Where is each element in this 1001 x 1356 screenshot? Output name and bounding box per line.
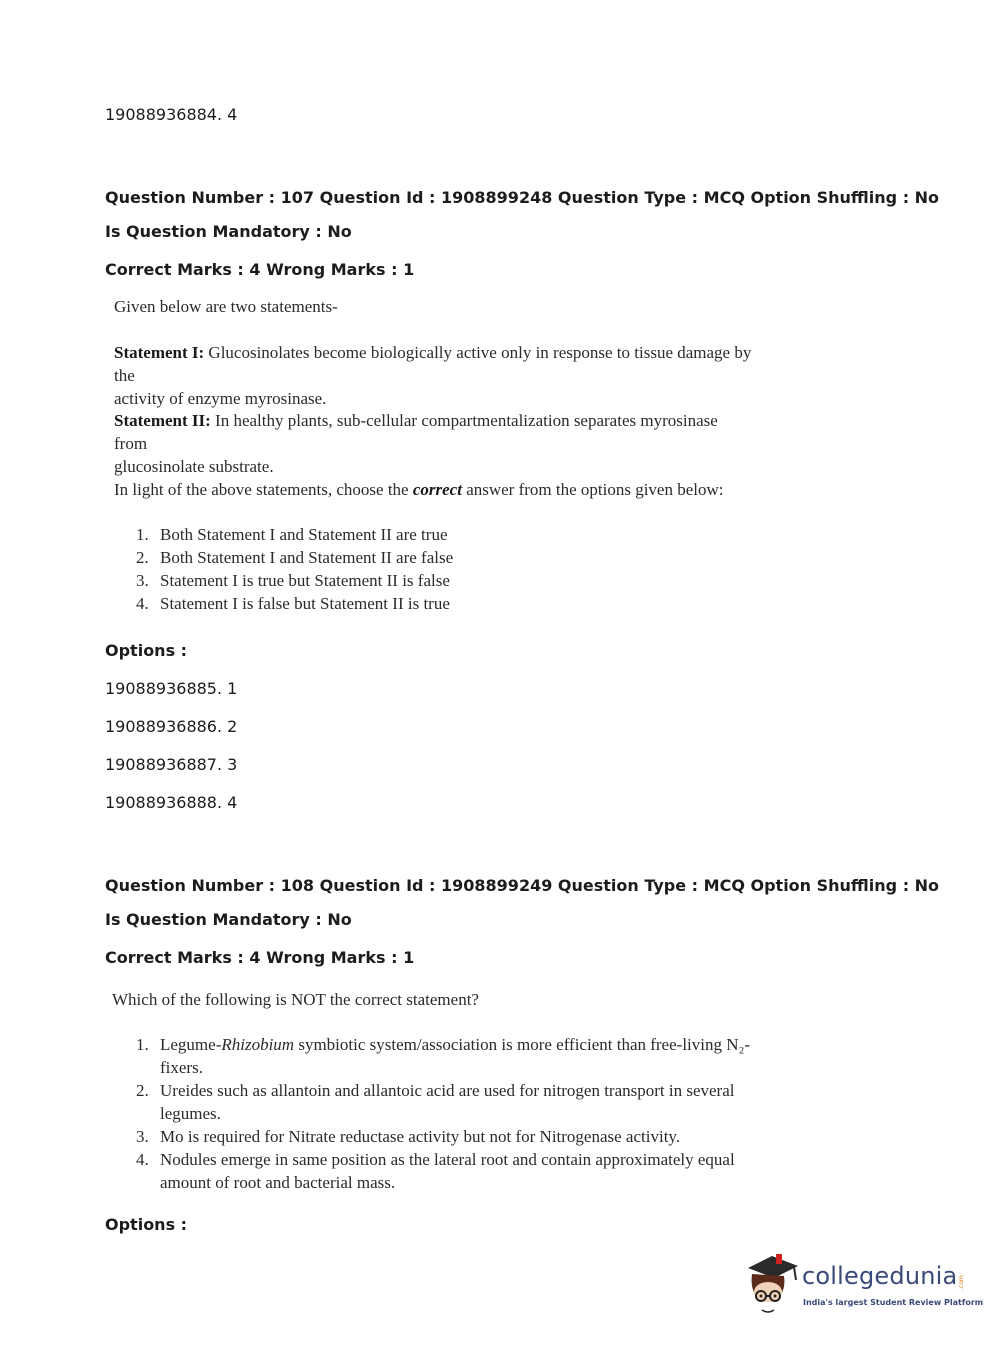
q107-s1-line2: activity of enzyme myrosinase.	[114, 389, 327, 408]
q107-prompt-post: answer from the options given below:	[466, 480, 724, 499]
q108-choice-1-line1	[160, 1033, 750, 1056]
q107-prompt-pre: In light of the above statements, choose the	[114, 480, 409, 499]
q108-choice-4-line2: amount of root and bacterial mass.	[160, 1173, 396, 1192]
q107-statement-2	[114, 409, 754, 478]
q107-choice-1-text: Both Statement I and Statement II are true	[160, 525, 448, 544]
q108-choice-3-line1: Mo is required for Nitrate reductase activity but not for Nitrogenase activity.	[160, 1127, 681, 1146]
q108-header: Question Number : 108 Question Id : 1908899249 Question Type : MCQ Option Shuffling : No	[105, 876, 940, 895]
q107-choice-3-text: Statement I is true but Statement II is false	[160, 571, 450, 590]
q108-choice-3	[136, 1125, 681, 1148]
logo-name: collegedunia	[802, 1262, 958, 1290]
q107-choice-2-num: 2.	[136, 548, 149, 567]
q108-choice-2-line2: legumes.	[160, 1104, 221, 1123]
q107-choice-1-num: 1.	[136, 525, 149, 544]
logo-com: .com	[958, 1275, 965, 1290]
q107-option-3: 19088936887. 3	[105, 755, 238, 774]
q108-choice-4-line1: Nodules emerge in same position as the lateral root and contain approximately equal	[160, 1150, 735, 1169]
q107-choice-3-num: 3.	[136, 571, 149, 590]
q107-s2-line1: In healthy plants, sub-cellular compartmentalization separates myrosinase from	[114, 411, 718, 453]
q107-choice-4	[136, 592, 450, 615]
q108-choice-3-num: 3.	[136, 1127, 149, 1146]
q107-choice-3	[136, 569, 450, 592]
q107-choice-4-num: 4.	[136, 594, 149, 613]
q108-options-label: Options :	[105, 1215, 188, 1234]
q107-choice-1	[136, 523, 448, 546]
q108-marks: Correct Marks : 4 Wrong Marks : 1	[105, 948, 415, 967]
q107-s2-line2: glucosinolate substrate.	[114, 457, 274, 476]
q108-choice-1-post: symbiotic system/association is more efficient than free-living N₂-	[298, 1035, 751, 1054]
q107-s2-label: Statement II:	[114, 411, 211, 430]
prev-option-4: 19088936884. 4	[105, 105, 238, 124]
q108-choice-1-pre: Legume-	[160, 1035, 222, 1054]
q108-mandatory: Is Question Mandatory : No	[105, 910, 352, 929]
q108-choice-1-num: 1.	[136, 1035, 149, 1054]
mascot-icon	[742, 1250, 800, 1316]
q107-choice-2-text: Both Statement I and Statement II are false	[160, 548, 454, 567]
q108-choice-1-emphasis: Rhizobium	[221, 1035, 295, 1054]
q108-intro: Which of the following is NOT the correct statement?	[112, 990, 479, 1009]
q107-option-4: 19088936888. 4	[105, 793, 238, 812]
q107-s1-label: Statement I:	[114, 343, 205, 362]
q107-option-2: 19088936886. 2	[105, 717, 238, 736]
q108-choice-1-line2: fixers.	[160, 1058, 203, 1077]
q107-options-label: Options :	[105, 641, 188, 660]
q107-prompt-emphasis: correct	[412, 480, 462, 499]
q107-option-1: 19088936885. 1	[105, 679, 238, 698]
q107-choice-4-text: Statement I is false but Statement II is true	[160, 594, 450, 613]
q108-choice-4	[136, 1148, 735, 1171]
logo-tagline: India's largest Student Review Platform	[803, 1298, 984, 1307]
q108-choice-4-num: 4.	[136, 1150, 149, 1169]
q108-choice-2-num: 2.	[136, 1081, 149, 1100]
q107-marks: Correct Marks : 4 Wrong Marks : 1	[105, 260, 415, 279]
q107-s1-line1: Glucosinolates become biologically active only in response to tissue damage by the	[114, 343, 752, 385]
q107-mandatory: Is Question Mandatory : No	[105, 222, 352, 241]
q107-choice-2	[136, 546, 454, 569]
collegedunia-logo	[742, 1250, 984, 1320]
q107-prompt	[114, 478, 724, 501]
q108-choice-1	[136, 1033, 751, 1056]
q107-statement-1	[114, 341, 754, 410]
q108-choice-2-line1: Ureides such as allantoin and allantoic acid are used for nitrogen transport in several	[160, 1081, 735, 1100]
q107-header: Question Number : 107 Question Id : 1908899248 Question Type : MCQ Option Shuffling : No	[105, 188, 940, 207]
q108-choice-2	[136, 1079, 735, 1102]
q107-intro: Given below are two statements-	[114, 297, 338, 316]
